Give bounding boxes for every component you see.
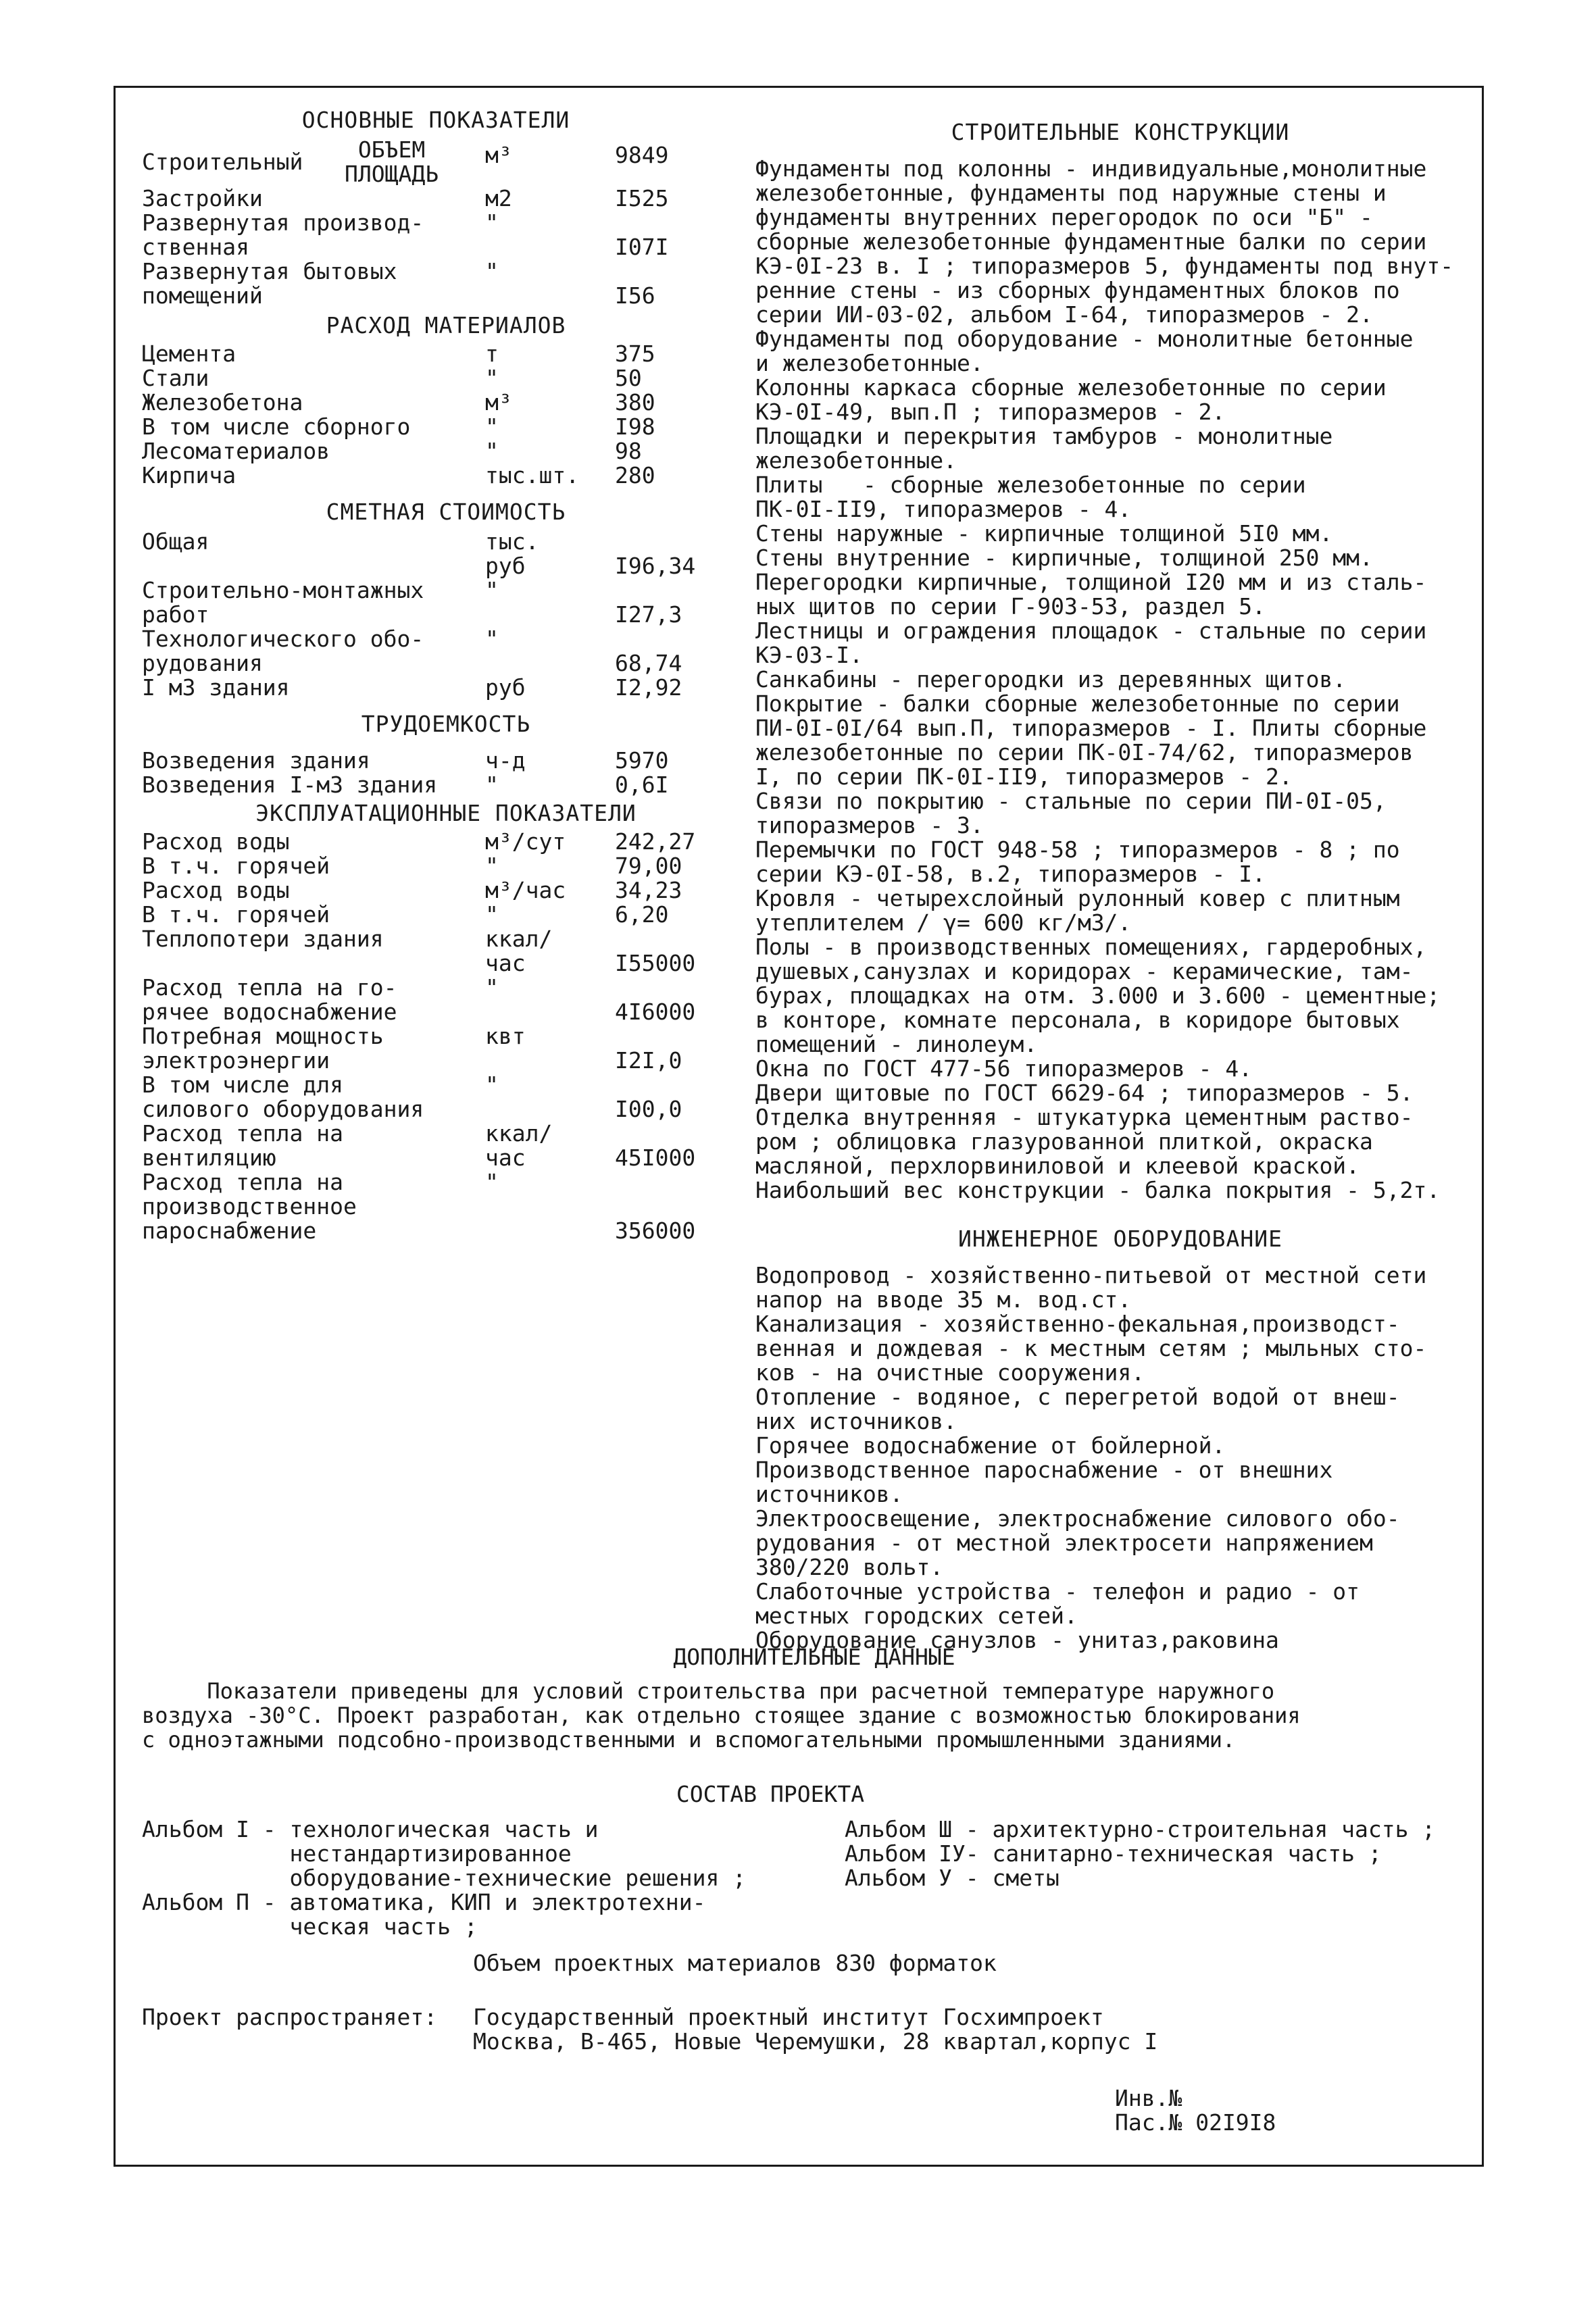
indicator-row xyxy=(142,530,750,578)
materials-volume: Объем проектных материалов 830 форматок xyxy=(473,1950,997,1976)
indicator-name: Расход тепла на производственное пароснабжение xyxy=(142,1169,357,1244)
indicator-unit: руб xyxy=(485,674,526,701)
indicator-value: 375 xyxy=(615,341,655,367)
indicator-row xyxy=(142,1024,750,1073)
passport-number: Пас.№ 02I9I8 xyxy=(1115,2109,1276,2136)
indicator-value: I2,92 xyxy=(615,674,682,701)
indicator-row xyxy=(142,773,750,797)
indicator-row xyxy=(142,342,750,366)
exploit-title: ЭКСПЛУАТАЦИОННЫЕ ПОКАЗАТЕЛИ xyxy=(255,800,637,826)
indicator-name: Развернутая производ- ственная xyxy=(142,209,424,260)
indicator-name: Расход воды xyxy=(142,877,290,903)
indicator-unit: м³ xyxy=(485,142,512,168)
indicator-row xyxy=(142,854,750,878)
indicator-row xyxy=(142,259,750,308)
indicator-name: В т.ч. горячей xyxy=(142,853,330,879)
indicator-value: 380 xyxy=(615,389,655,416)
additional-title: ДОПОЛНИТЕЛЬНЫЕ ДАННЫЕ xyxy=(673,1644,955,1670)
indicator-unit: тыс. руб xyxy=(485,528,539,579)
indicator-value: 98 xyxy=(615,438,642,464)
indicator-row xyxy=(142,463,750,488)
indicator-name: Кирпича xyxy=(142,462,236,488)
indicator-value: I98 xyxy=(615,413,655,440)
indicator-unit: м³/час xyxy=(485,877,566,903)
indicator-name: Возведения I-м3 здания xyxy=(142,772,438,798)
constructions-text: Фундаменты под колонны - индивидуальные,монолитные железобетонные, фундаменты под наружные стены и фундаменты внутренних перегородок по оси "Б" - сборные железобетонные фундаментные балки по серии КЭ-0I-23 в. I ; типоразмеров 5, фундаменты под внут- ренние стены - из сборных фундаментных блоков по серии ИИ-03-02, альбом I-64, типоразмеров - 2. Фундаменты под оборудование - монолитные бетонные и железобетонные. Колонны каркаса сборные железобетонные по серии КЭ-0I-49, вып.П ; типоразмеров - 2. Площадки и перекрытия тамбуров - монолитные железобетонные. Плиты - сборные железобетонные по серии ПК-0I-II9, типоразмеров - 4. Стены наружные - кирпичные толщиной 5I0 мм. Стены внутренние - кирпичные, толщиной 250 мм. Перегородки кирпичные, толщиной I20 мм и из сталь- ных щитов по серии Г-903-53, раздел 5. Лестницы и ограждения площадок - стальные по серии КЭ-03-I. Санкабины - перегородки из деревянных щитов. Покрытие - балки сборные железобетонные по серии ПИ-0I-0I/64 вып.П, типоразмеров - I. Плиты сборные железобетонные по серии ПК-0I-74/62, типоразмеров I, по серии ПК-0I-II9, типоразмеров - 2. Связи по покрытию - стальные по серии ПИ-0I-05, типоразмеров - 3. Перемычки по ГОСТ 948-58 ; типоразмеров - 8 ; по серии КЭ-0I-58, в.2, типоразмеров - I. Кровля - четырехслойный рулонный ковер с плитным утеплителем / γ= 600 кг/м3/. Полы - в производственных помещениях, гардеробных, душевых,санузлах и коридорах - керамические, там- бурах, площадках на отм. 3.000 и 3.600 - цементные; в конторе, комнате персонала, в коридоре бытовых помещений - линолеум. Окна по ГОСТ 477-56 типоразмеров - 4. Двери щитовые по ГОСТ 6629-64 ; типоразмеров - 5. Отделка внутренняя - штукатурка цементным раство- ром ; облицовка глазурованной плиткой, окраска масляной, перхлорвиниловой и клеевой краской. Наибольший вес конструкции - балка покрытия - 5,2т. xyxy=(755,155,1454,1203)
indicator-unit: " xyxy=(485,209,499,236)
materials-table xyxy=(142,342,750,488)
indicator-subname: ОБЪЕМ ПЛОЩАДЬ xyxy=(345,136,439,187)
indicator-value: 34,23 xyxy=(615,877,682,903)
labor-title: ТРУДОЕМКОСТЬ xyxy=(361,711,531,737)
indicator-unit: " xyxy=(485,365,499,391)
indicator-name: Расход тепла на вентиляцию xyxy=(142,1120,344,1171)
indicator-value: 6,20 xyxy=(615,901,669,928)
distributor-text: Государственный проектный институт Госхимпроект Москва, В-465, Новые Черемушки, 28 квартал,корпус I xyxy=(473,2004,1158,2055)
additional-text: Показатели приведены для условий строительства при расчетной температуре наружного воздуха -30°С. Проект разработан, как отдельно стоящее здание с возможностью блокирования с одноэтажными подсобно-производственными и вспомогательными промышленными зданиями. xyxy=(142,1678,1301,1753)
indicator-value: I2I,0 xyxy=(615,1047,682,1074)
indicator-row xyxy=(142,878,750,903)
indicator-name: Теплопотери здания xyxy=(142,926,384,952)
indicator-row xyxy=(142,1122,750,1170)
materials-title: РАСХОД МАТЕРИАЛОВ xyxy=(326,312,566,338)
indicator-value: 280 xyxy=(615,462,655,488)
indicator-row xyxy=(142,211,750,259)
indicator-name: Стали xyxy=(142,365,209,391)
inventory-number: Инв.№ xyxy=(1115,2085,1182,2111)
indicator-unit: " xyxy=(485,853,499,879)
indicator-row xyxy=(142,366,750,391)
distributor-label: Проект распространяет: xyxy=(142,2004,438,2030)
cost-title: СМЕТНАЯ СТОИМОСТЬ xyxy=(326,499,566,525)
engineering-title: ИНЖЕНЕРНОЕ ОБОРУДОВАНИЕ xyxy=(958,1226,1282,1252)
indicator-unit: " xyxy=(485,413,499,440)
indicator-row xyxy=(142,976,750,1024)
indicator-value: I55000 xyxy=(615,950,696,976)
indicator-name: В том числе для силового оборудования xyxy=(142,1072,424,1122)
indicator-row xyxy=(142,627,750,676)
engineering-text: Водопровод - хозяйственно-питьевой от местной сети напор на вводе 35 м. вод.ст. Канализация - хозяйственно-фекальная,производст- венная и дождевая - к местным сетям ; мыльных сто- ков - на очистные сооружения. Отопление - водяное, с перегретой водой от внеш- них источников. Горячее водоснабжение от бойлерной. Производственное пароснабжение - от внешних источников. Электроосвещение, электроснабжение силового обо- рудования - от местной электросети напряжением 380/220 вольт. Слаботочные устройства - телефон и радио - от местных городских сетей. Оборудование санузлов - унитаз,раковина xyxy=(755,1262,1427,1653)
indicator-value: I56 xyxy=(615,282,655,309)
indicator-row xyxy=(142,927,750,976)
indicator-row xyxy=(142,578,750,627)
indicator-name: Застройки xyxy=(142,185,263,211)
indicator-unit: м³ xyxy=(485,389,512,416)
main-indicators-title: ОСНОВНЫЕ ПОКАЗАТЕЛИ xyxy=(301,107,570,133)
indicator-unit: " xyxy=(485,577,499,603)
indicator-row xyxy=(142,186,750,211)
indicator-unit: " xyxy=(485,258,499,284)
indicator-value: I27,3 xyxy=(615,601,682,628)
indicator-value: 356000 xyxy=(615,1217,696,1244)
indicator-row xyxy=(142,1073,750,1122)
indicator-row xyxy=(142,138,750,186)
indicator-value: 68,74 xyxy=(615,650,682,676)
indicator-value: 50 xyxy=(615,365,642,391)
indicator-unit: " xyxy=(485,772,499,798)
indicator-row xyxy=(142,676,750,700)
cost-table xyxy=(142,530,750,700)
indicator-name: Расход воды xyxy=(142,828,290,855)
indicator-unit: " xyxy=(485,901,499,928)
right-column xyxy=(755,108,1485,1653)
indicator-row xyxy=(142,830,750,854)
indicator-name: Общая xyxy=(142,528,209,555)
exploit-table xyxy=(142,830,750,1243)
indicator-value: 4I6000 xyxy=(615,999,696,1025)
indicator-name: В т.ч. горячей xyxy=(142,901,330,928)
indicator-value: 5970 xyxy=(615,747,669,774)
indicator-name: В том числе сборного xyxy=(142,413,411,440)
main-indicators-table xyxy=(142,138,750,308)
indicator-name: Возведения здания xyxy=(142,747,370,774)
indicator-name: Цемента xyxy=(142,341,236,367)
indicator-unit: " xyxy=(485,1169,499,1195)
indicator-unit: ккал/ час xyxy=(485,1120,553,1171)
indicator-row xyxy=(142,439,750,463)
constructions-title: СТРОИТЕЛЬНЫЕ КОНСТРУКЦИИ xyxy=(951,119,1290,145)
indicator-row xyxy=(142,415,750,439)
indicator-value: 45I000 xyxy=(615,1145,696,1171)
indicator-row xyxy=(142,1170,750,1243)
indicator-name: Железобетона xyxy=(142,389,303,416)
indicator-value: 242,27 xyxy=(615,828,696,855)
indicator-value: I525 xyxy=(615,185,669,211)
indicator-name: Потребная мощность электроэнергии xyxy=(142,1023,384,1074)
indicator-unit: " xyxy=(485,438,499,464)
indicator-name: Технологического обо- рудования xyxy=(142,626,424,676)
indicator-row xyxy=(142,391,750,415)
indicator-unit: квт xyxy=(485,1023,526,1049)
indicator-unit: " xyxy=(485,1072,499,1098)
indicator-unit: " xyxy=(485,974,499,1001)
indicator-name: Строительный xyxy=(142,149,303,175)
labor-table xyxy=(142,749,750,797)
indicator-name: Строительно-монтажных работ xyxy=(142,577,424,628)
indicator-unit: " xyxy=(485,626,499,652)
indicator-value: 0,6I xyxy=(615,772,669,798)
indicator-value: I07I xyxy=(615,234,669,260)
indicator-name: Развернутая бытовых помещений xyxy=(142,258,397,309)
indicator-row xyxy=(142,749,750,773)
indicator-row xyxy=(142,903,750,927)
indicator-value: I96,34 xyxy=(615,553,696,579)
composition-title: СОСТАВ ПРОЕКТА xyxy=(676,1781,865,1807)
indicator-unit: м2 xyxy=(485,185,512,211)
albums-left: Альбом I - технологическая часть и нестандартизированное оборудование-технические решения ; Альбом П - автоматика, КИП и электротехни- ческая часть ; xyxy=(142,1816,747,1940)
left-column xyxy=(142,108,750,1243)
indicator-unit: ч-д xyxy=(485,747,526,774)
indicator-name: Расход тепла на го- рячее водоснабжение xyxy=(142,974,397,1025)
indicator-value: 79,00 xyxy=(615,853,682,879)
indicator-unit: т xyxy=(485,341,499,367)
indicator-value: I00,0 xyxy=(615,1096,682,1122)
indicator-unit: тыс.шт. xyxy=(485,462,580,488)
indicator-name: I м3 здания xyxy=(142,674,290,701)
albums-right: Альбом Ш - архитектурно-строительная часть ; Альбом IУ- санитарно-техническая часть ; Альбом У - сметы xyxy=(845,1816,1436,1891)
indicator-unit: м³/сут xyxy=(485,828,566,855)
indicator-value: 9849 xyxy=(615,142,669,168)
indicator-name: Лесоматериалов xyxy=(142,438,330,464)
indicator-unit: ккал/ час xyxy=(485,926,553,976)
